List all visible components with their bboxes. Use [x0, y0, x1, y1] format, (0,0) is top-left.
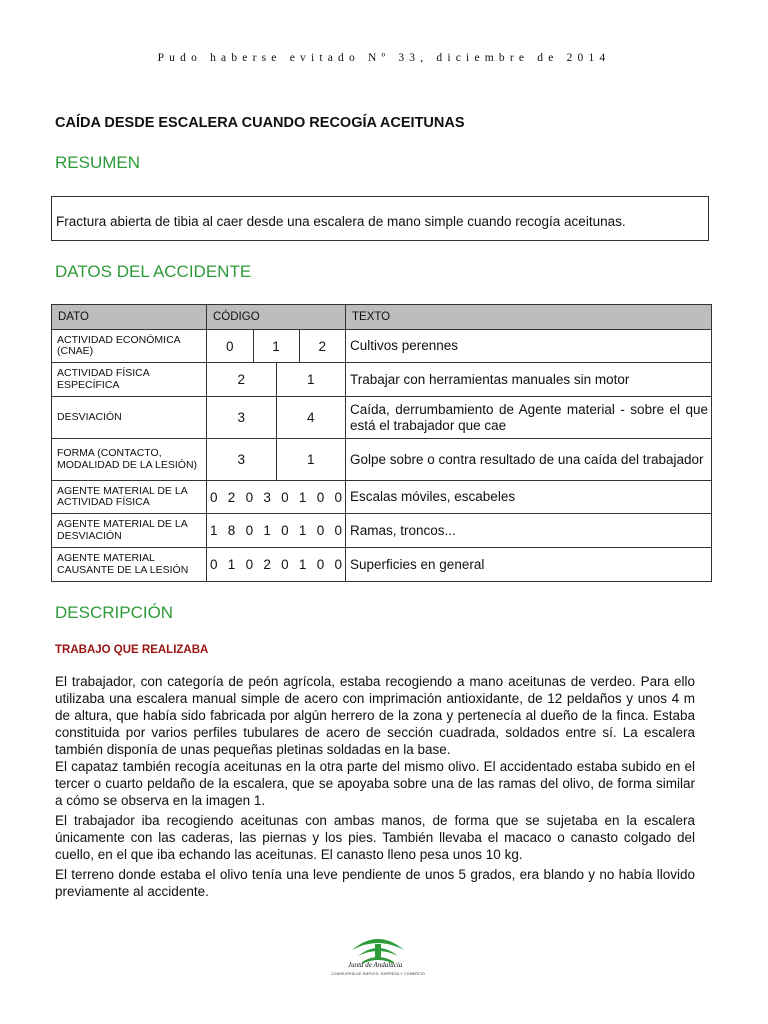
- logo-text: Junta de Andalucía: [348, 961, 403, 969]
- code-digits: [207, 490, 345, 505]
- row-texto: Ramas, troncos...: [346, 514, 712, 548]
- code-cell: 3: [207, 439, 276, 480]
- row-dato: AGENTE MATERIAL CAUSANTE DE LA LESIÓN: [52, 548, 207, 582]
- code-digit: 0: [334, 557, 342, 572]
- row-texto: Cultivos perennes: [346, 330, 712, 363]
- row-codigo: [207, 514, 346, 548]
- datos-heading: DATOS DEL ACCIDENTE: [55, 262, 252, 281]
- row-codigo: [207, 439, 346, 481]
- description-paragraph: El terreno donde estaba el olivo tenía una leve pendiente de unos 5 grados, era blando y no había llovido previamente al accidente.: [55, 867, 695, 899]
- page-header: Pudo haberse evitado Nº 33, diciembre de 2014: [157, 52, 611, 64]
- row-dato: AGENTE MATERIAL DE LA ACTIVIDAD FÍSICA: [52, 481, 207, 514]
- row-dato: AGENTE MATERIAL DE LA DESVIACIÓN: [52, 514, 207, 548]
- code-cell: 0: [207, 330, 253, 362]
- table-row: [52, 363, 712, 397]
- code-digit: 1: [298, 523, 307, 538]
- code-digit: 1: [227, 557, 236, 572]
- row-codigo: [207, 330, 346, 363]
- column-header-codigo: CÓDIGO: [207, 305, 346, 330]
- logo-subtext: CONSEJERÍA DE EMPLEO, EMPRESA Y COMERCIO: [331, 972, 425, 976]
- code-digits: [207, 557, 345, 572]
- table-row: [52, 397, 712, 439]
- column-header-dato: DATO: [52, 305, 207, 330]
- column-header-texto: TEXTO: [346, 305, 712, 330]
- row-texto: Caída, derrumbamiento de Agente material - sobre el que está el trabajador que cae: [346, 397, 712, 439]
- description-paragraph: El capataz también recogía aceitunas en la otra parte del mismo olivo. El accidentado estaba subido en el tercer o cuarto peldaño de la escalera, que se apoyaba sobre una de las ramas del olivo, de forma similar a cómo se observa en la imagen 1.: [55, 759, 695, 808]
- code-cell: 2: [318, 338, 326, 354]
- code-digits: [207, 523, 345, 538]
- row-texto: Superficies en general: [346, 548, 712, 582]
- document-title: CAÍDA DESDE ESCALERA CUANDO RECOGÍA ACEITUNAS: [55, 115, 465, 131]
- trabajo-subheading: TRABAJO QUE REALIZABA: [55, 644, 209, 656]
- code-digit: 0: [281, 557, 289, 572]
- code-cell: 1: [306, 452, 315, 467]
- code-digit: 0: [210, 489, 218, 505]
- table-row: [52, 548, 712, 582]
- code-digit: 1: [210, 523, 218, 538]
- code-digit: 0: [334, 523, 342, 538]
- row-dato: FORMA (CONTACTO, MODALIDAD DE LA LESIÓN): [52, 439, 207, 481]
- row-texto: Trabajar con herramientas manuales sin motor: [346, 363, 712, 397]
- row-codigo: [207, 363, 346, 397]
- row-codigo: [207, 481, 346, 514]
- code-cell: 1: [253, 330, 299, 362]
- resumen-heading: RESUMEN: [55, 153, 141, 172]
- row-texto: Escalas móviles, escabeles: [346, 481, 712, 514]
- table-row: [52, 330, 712, 363]
- table-header-row: [52, 305, 712, 330]
- code-digit: 0: [210, 557, 218, 572]
- code-digit: 2: [263, 557, 271, 572]
- resumen-text: Fractura abierta de tibia al caer desde una escalera de mano simple cuando recogía aceitunas.: [56, 214, 626, 229]
- code-digit: 0: [245, 523, 254, 538]
- code-digit: 2: [227, 489, 236, 505]
- table-row: [52, 514, 712, 548]
- junta-andalucia-logo: [318, 930, 438, 982]
- code-digit: 1: [263, 523, 271, 538]
- row-dato: DESVIACIÓN: [52, 397, 207, 439]
- code-digit: 0: [245, 489, 254, 505]
- code-digit: 1: [298, 557, 307, 572]
- descripcion-heading: DESCRIPCIÓN: [55, 603, 174, 622]
- accident-data-table: [51, 304, 712, 582]
- table-row: [52, 481, 712, 514]
- code-cell: 1: [306, 372, 315, 387]
- code-digit: 0: [281, 523, 289, 538]
- code-cell: 4: [306, 410, 315, 425]
- row-dato: ACTIVIDAD ECONÓMICA (CNAE): [52, 330, 207, 363]
- code-digit: 8: [227, 523, 236, 538]
- code-cell: 3: [207, 397, 276, 438]
- code-digit: 0: [245, 557, 254, 572]
- row-dato: ACTIVIDAD FÍSICA ESPECÍFICA: [52, 363, 207, 397]
- code-digit: 1: [298, 489, 307, 505]
- code-digit: 0: [334, 489, 342, 505]
- description-paragraph: El trabajador iba recogiendo aceitunas con ambas manos, de forma que se sujetaba en la escalera únicamente con las caderas, las piernas y los pies. También llevaba el macaco o canasto colgado del cuello, en el que iba echando las aceitunas. El canasto lleno pesa unos 10 kg.: [55, 813, 695, 862]
- code-digit: 0: [316, 557, 325, 572]
- description-paragraph: El trabajador, con categoría de peón agrícola, estaba recogiendo a mano aceitunas de verdeo. Para ello utilizaba una escalera manual simple de acero con imprimación antioxidante, de 12 peldaños y unos 4 m de altura, que había sido fabricada por algún herrero de la zona y pertenecía al dueño de la finca. Estaba constituida por varios perfiles tubulares de acero de sección cuadrada, soldados entre sí. La escalera también disponía de unas pequeñas pletinas soldadas en la base.: [55, 674, 695, 757]
- code-digit: 0: [316, 489, 325, 505]
- row-codigo: [207, 548, 346, 582]
- code-cell: 2: [207, 363, 276, 396]
- row-codigo: [207, 397, 346, 439]
- code-digit: 0: [281, 489, 289, 505]
- row-texto: Golpe sobre o contra resultado de una caída del trabajador: [346, 439, 712, 481]
- code-digit: 0: [316, 523, 325, 538]
- code-digit: 3: [263, 489, 271, 505]
- table-row: [52, 439, 712, 481]
